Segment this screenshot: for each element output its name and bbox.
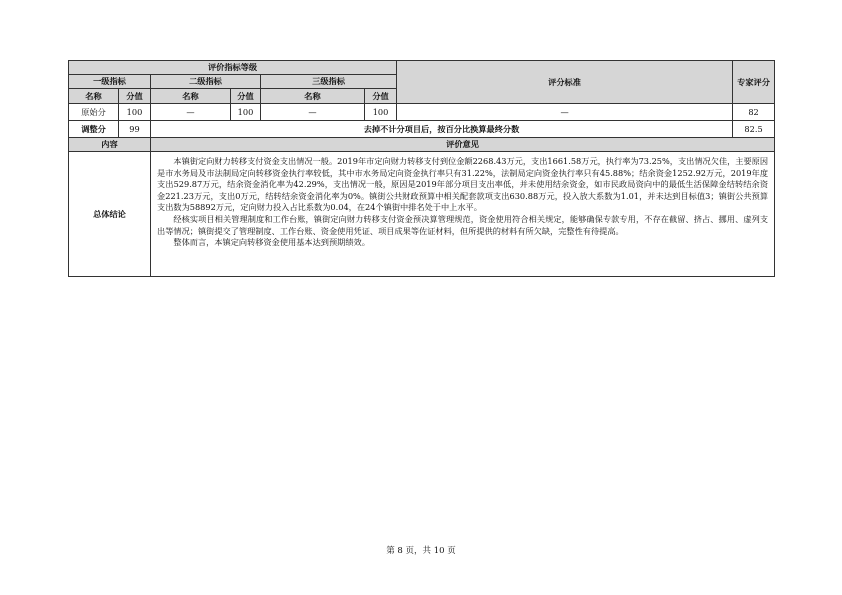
raw-l1-score: 100 [119, 104, 151, 121]
conclusion-label: 总体结论 [69, 152, 151, 277]
raw-expert-score: 82 [733, 104, 775, 121]
conclusion-text [151, 152, 775, 277]
opinion-header: 评价意见 [151, 138, 775, 152]
expert-score-header: 专家评分 [733, 61, 775, 104]
adjusted-note: 去掉不计分项目后，按百分比换算最终分数 [151, 121, 733, 138]
adjusted-expert-score: 82.5 [733, 121, 775, 138]
raw-l3-name: — [261, 104, 365, 121]
content-header: 内容 [69, 138, 151, 152]
level2-header: 二级指标 [151, 75, 261, 89]
evaluation-sheet [68, 60, 774, 277]
grade-title-header: 评价指标等级 [69, 61, 397, 75]
evaluation-table [68, 60, 775, 277]
adjusted-score-row [69, 121, 775, 138]
level3-header: 三级指标 [261, 75, 397, 89]
l1-name-header: 名称 [69, 89, 119, 104]
conclusion-paragraph-3: 整体而言，本镇定向转移资金使用基本达到预期绩效。 [173, 237, 370, 248]
criteria-header: 评分标准 [397, 61, 733, 104]
adjusted-score: 99 [119, 121, 151, 138]
raw-score-row [69, 104, 775, 121]
l1-score-header: 分值 [119, 89, 151, 104]
raw-criteria: — [397, 104, 733, 121]
l2-name-header: 名称 [151, 89, 231, 104]
l2-score-header: 分值 [231, 89, 261, 104]
raw-l3-score: 100 [365, 104, 397, 121]
l3-score-header: 分值 [365, 89, 397, 104]
conclusion-paragraph-1: 本镇街定向财力转移支付资金支出情况一般。2019年市定向财力转移支付到位金额2268.43万元，支出1661.58万元，执行率为73.25%，支出情况欠佳，主要原因是市水务局及市法制局定向转移资金执行率较低，其中市水务局定向资金执行率只有31.22%，法制局定向资金执行率只有45.88%；结余资金1252.92万元，2019年度支出529.87万元，结余资金消化率为42.29%，支出情况一般，原因是2019年部分项目支出率低，并未使用结余资金，如市民政局资向中的最低生活保障金结转结余资金221.23万元，支出0万元，结转结余资金消化率为0%。镇街公共财政预算中相关配套款项支出630.88万元，投入放大系数为1.01，并未达到目标值3；镇街公共预算支出数为58892万元，定向财力投入占比系数为0.04，在24个镇街中排名处于中上水平。 [157, 156, 769, 213]
page-number: 第 8 页，共 10 页 [386, 546, 456, 556]
conclusion-paragraph-2: 经核实项目相关管理制度和工作台账，镇街定向财力转移支付资金预决算管理规范，资金使用符合相关规定，能够确保专款专用，不存在截留、挤占、挪用、虚列支出等情况；镇街提交了管理制度、工作台账、资金使用凭证、项目成果等佐证材料，但所提供的材料有所欠缺，完整性有待提高。 [157, 213, 769, 236]
adjusted-label: 调整分 [69, 121, 119, 138]
raw-label: 原始分 [69, 104, 119, 121]
l3-name-header: 名称 [261, 89, 365, 104]
level1-header: 一级指标 [69, 75, 151, 89]
conclusion-row [69, 152, 775, 277]
raw-l2-score: 100 [231, 104, 261, 121]
raw-l2-name: — [151, 104, 231, 121]
